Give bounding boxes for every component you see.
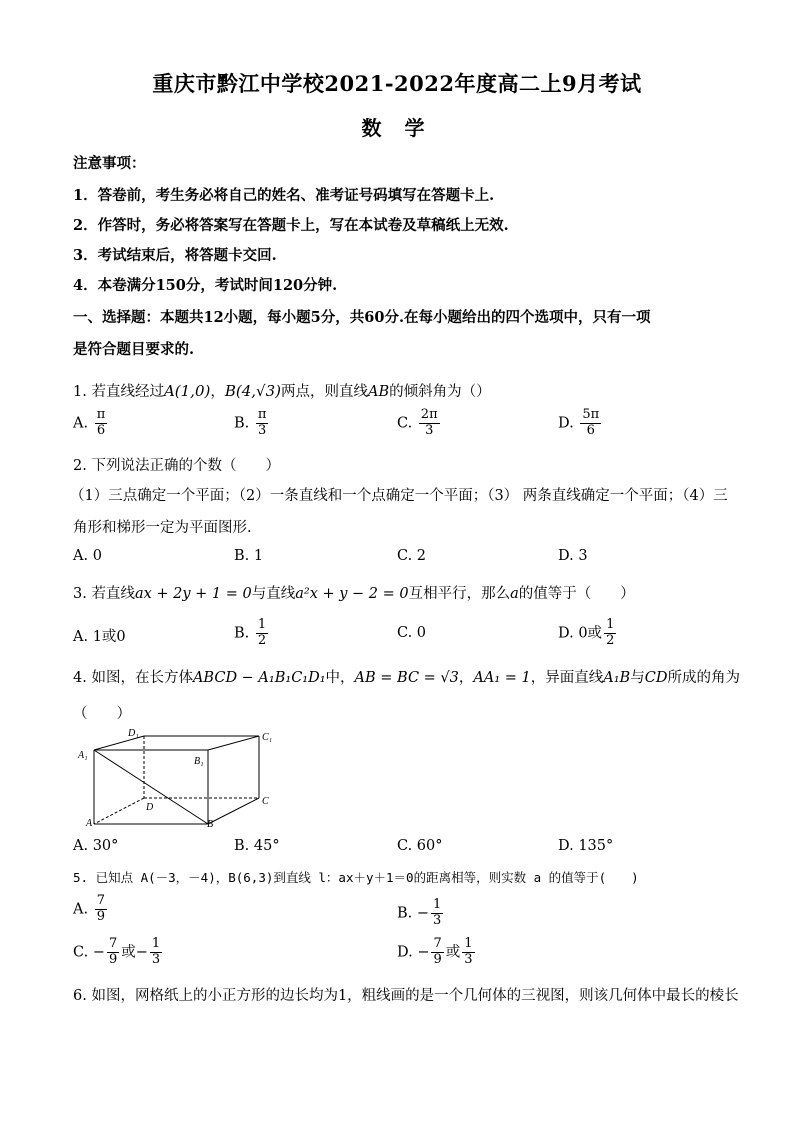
label-d1: D₁ (128, 728, 139, 739)
fraction (604, 618, 616, 649)
numerator: 1 (257, 617, 267, 632)
question-5-stem: 5. 已知点 A(－3，－4)，B(6,3)到直线 l：ax＋y＋1＝0的距离相等，则实数 a 的值等于( ) (73, 870, 639, 885)
label-b: B (207, 819, 214, 828)
q5-option-a (73, 894, 109, 925)
q3-option-b (234, 618, 270, 649)
notice-item-1: 1．答卷前，考生务必将自己的姓名、准考证号码填写在答题卡上. (73, 187, 495, 204)
denominator: 6 (96, 422, 106, 438)
denominator: 9 (433, 951, 442, 967)
q3-option-a: A. 1或0 (73, 629, 126, 645)
label-c: C (262, 796, 269, 807)
numerator: 1 (606, 617, 615, 632)
fraction (419, 408, 440, 439)
fraction (107, 937, 119, 968)
q3-suffix-2: 的值等于（ ） (518, 586, 635, 602)
label-c1: C₁ (262, 732, 273, 743)
q3-suffix-1: 互相平行，那么 (408, 586, 511, 602)
exam-title: 重庆市黔江中学校2021-2022年度高二上9月考试 (152, 71, 642, 96)
q1-option-c (397, 408, 442, 439)
q4-suffix: 所成的角为 (667, 670, 740, 686)
numerator: 1 (151, 936, 161, 951)
cuboid-figure (76, 728, 286, 828)
denominator: 9 (96, 908, 105, 924)
edge-b-c (208, 798, 259, 824)
q1-option-a (73, 408, 109, 439)
numerator: π (257, 407, 267, 422)
notice-item-4: 4．本卷满分150分，考试时间120分钟. (73, 277, 338, 294)
numerator: 5π (582, 407, 600, 422)
option-prefix: D. 0或 (558, 625, 603, 642)
q4-option-d: D. 135° (558, 838, 614, 854)
denominator: 2 (257, 632, 267, 648)
q1-prefix: 1. 若直线经过 (73, 384, 164, 400)
q1-mid: 两点，则直线 (281, 384, 368, 400)
label-b1: B₁ (194, 756, 204, 767)
question-4-stem (73, 666, 740, 687)
label-a1: A₁ (78, 750, 88, 761)
q3-equation-1: ax + 2y + 1 = 0 (134, 586, 252, 602)
numerator: 7 (433, 936, 442, 951)
q4-option-b: B. 45° (234, 838, 280, 854)
fraction (95, 894, 107, 925)
numerator: 7 (108, 936, 118, 951)
question-4-paren: （ ） (73, 706, 131, 722)
q3-option-d (558, 618, 618, 649)
denominator: 3 (433, 912, 442, 928)
question-2-text-line2: 角形和梯形一定为平面图形. (73, 520, 252, 536)
option-letter: C. (73, 944, 89, 961)
numerator: 2π (420, 407, 438, 422)
option-letter: B. (234, 415, 250, 432)
fraction (256, 408, 269, 439)
option-letter: C. (397, 415, 413, 432)
notice-item-3: 3．考试结束后，将答题卡交回. (73, 247, 277, 264)
label-d: D (146, 802, 154, 813)
denominator: 3 (464, 951, 473, 967)
q4-solid: ABCD − A₁B₁C₁D₁ (192, 670, 326, 686)
q2-option-a: A. 0 (73, 548, 102, 564)
q1-option-d (558, 408, 603, 439)
q2-option-d: D. 3 (558, 548, 588, 564)
option-letter: D. (558, 415, 574, 432)
q1-comma: ， (210, 384, 225, 400)
label-a: A (86, 818, 93, 828)
q4-equation-2: AA₁ = 1 (473, 670, 531, 686)
numerator: π (96, 407, 106, 422)
q2-option-c: C. 2 (397, 548, 427, 564)
fraction (431, 898, 443, 929)
numerator: 1 (464, 936, 473, 951)
edge-b1-c1 (208, 736, 259, 750)
q1-option-b (234, 408, 270, 439)
fraction (462, 937, 474, 968)
denominator: 3 (425, 422, 434, 438)
q4-equation-1: AB = BC = √3 (354, 670, 459, 686)
q5-option-d (397, 937, 477, 968)
fraction (580, 408, 601, 439)
option-letter: D. (397, 944, 413, 961)
notice-item-2: 2．作答时，务必将答案写在答题卡上，写在本试卷及草稿纸上无效. (73, 217, 509, 234)
fraction (150, 937, 162, 968)
question-1-stem (73, 380, 491, 401)
q3-mid: 与直线 (251, 586, 296, 602)
fraction (431, 937, 443, 968)
q4-line-1: A₁B (603, 670, 631, 686)
q4-mid-4: 与 (630, 670, 645, 686)
q5-option-b (397, 898, 445, 929)
q3-option-c: C. 0 (397, 625, 427, 641)
q1-point-b: B(4,√3) (224, 382, 281, 400)
option-letter: A. (73, 901, 89, 918)
q2-option-b: B. 1 (234, 548, 264, 564)
q4-mid-3: ，异面直线 (530, 670, 604, 686)
denominator: 3 (258, 422, 267, 438)
denominator: 6 (586, 422, 595, 438)
q4-mid-1: 中， (325, 670, 355, 686)
q1-ab: AB (368, 384, 390, 400)
or-word: 或 (445, 944, 461, 961)
denominator: 3 (151, 951, 161, 967)
numerator: 1 (433, 897, 442, 912)
question-3-stem (73, 582, 635, 603)
section1-heading: 一、选择题：本题共12小题，每小题5分，共60分.在每小题给出的四个选项中，只有一项 (73, 309, 651, 326)
denominator: 2 (606, 632, 615, 648)
question-6-stem: 6. 如图，网格纸上的小正方形的边长均为1，粗线画的是一个几何体的三视图，则该几何体中最长的棱长 (73, 988, 739, 1004)
numerator: 7 (96, 893, 105, 908)
fraction (256, 618, 268, 649)
question-2-stem: 2. 下列说法正确的个数（ ） (73, 458, 280, 474)
q4-option-c: C. 60° (397, 838, 443, 854)
q1-point-a: A(1,0) (163, 382, 211, 400)
minus-sign: − (416, 905, 430, 922)
minus-sign: − (92, 944, 105, 961)
q3-prefix: 3. 若直线 (73, 586, 135, 602)
q1-suffix: 的倾斜角为（） (389, 384, 491, 400)
section1-heading-cont: 是符合题目要求的. (73, 341, 195, 358)
notice-heading: 注意事项： (73, 155, 146, 172)
denominator: 9 (108, 951, 118, 967)
exam-subject: 数 学 (361, 116, 433, 140)
q4-mid-2: ， (458, 670, 474, 686)
q3-variable: a (510, 586, 519, 602)
q4-prefix: 4. 如图，在长方体 (73, 670, 193, 686)
hidden-edge-d-a (94, 798, 144, 824)
option-letter: A. (73, 415, 89, 432)
option-letter: B. (397, 905, 413, 922)
question-2-text-line1: （1）三点确定一个平面；（2）一条直线和一个点确定一个平面；（3） 两条直线确定一个平面；（4）三 (70, 488, 728, 504)
minus-sign: − (417, 944, 430, 961)
q4-line-2: CD (644, 670, 668, 686)
q3-equation-2: a²x + y − 2 = 0 (295, 586, 409, 602)
or-word: 或 (121, 944, 136, 961)
q4-option-a: A. 30° (73, 838, 119, 854)
option-letter: B. (234, 625, 250, 642)
minus-sign: − (135, 944, 148, 961)
fraction (95, 408, 108, 439)
q5-option-c (73, 937, 164, 968)
